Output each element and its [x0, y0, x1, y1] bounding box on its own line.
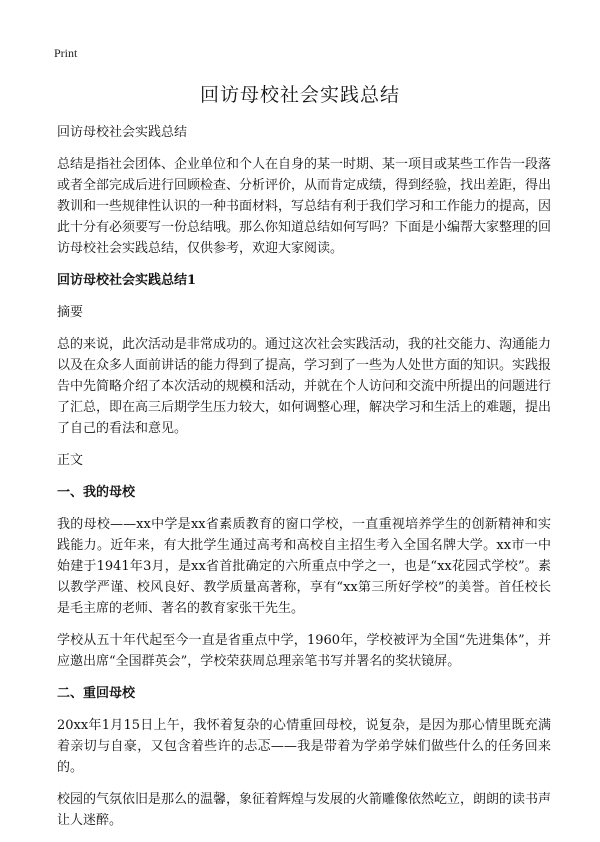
abstract-label: 摘要 [57, 305, 84, 320]
abstract-paragraph: 总的来说，此次活动是非常成功的。通过这次社会实践活动，我的社交能力、沟通能力以及在众多人面前讲话的能力得到了提高，学习到了一些为人处世方面的知识。实践报告中先简略介绍了本次活动的规模和活动，并就在个人访问和交流中所提出的问题进行了汇总，即在高三后期学生压力较大，如何调整心理，解决学习和生活上的难题，提出了自己的看法和意见。 [57, 337, 552, 436]
document-title: 回访母校社会实践总结 [199, 84, 400, 106]
body-label: 正文 [57, 453, 84, 468]
document-subtitle: 回访母校社会实践总结 [57, 125, 188, 140]
print-link[interactable]: Print [54, 46, 78, 60]
intro-paragraph: 总结是指社会团体、企业单位和个人在自身的某一时期、某一项目或某些工作告一段落或者全部完成后进行回顾检查、分析评价，从而肯定成绩，得到经验，找出差距，得出教训和一些规律性认识的一种书面材料，写总结有利于我们学习和工作能力的提高，因此十分有必须要写一份总结哦。那么你知道总结如何写吗？下面是小编帮大家整理的回访母校社会实践总结，仅供参考，欢迎大家阅读。 [57, 157, 552, 256]
part2-paragraph-2: 校园的气氛依旧是那么的温馨，象征着辉煌与发展的火箭雕像依然屹立，朗朗的读书声让人迷醉。 [57, 792, 552, 828]
part2-paragraph-1: 20xx年1月15日上午，我怀着复杂的心情重回母校，说复杂，是因为那心情里既充满着亲切与自豪，又包含着些许的忐忑——我是带着为学弟学妹们做些什么的任务回来的。 [57, 718, 551, 775]
part1-paragraph-2: 学校从五十年代起至今一直是省重点中学，1960年，学校被评为全国“先进集体”，并应邀出席“全国群英会”，学校荣获周总理亲笔书写并署名的奖状镜屏。 [57, 633, 551, 669]
part1-heading: 一、我的母校 [57, 485, 136, 500]
part2-heading: 二、重回母校 [57, 686, 136, 701]
section-heading: 回访母校社会实践总结1 [57, 273, 197, 288]
part1-paragraph-1: 我的母校——xx中学是xx省素质教育的窗口学校，一直重视培养学生的创新精神和实践能力。近年来，有大批学生通过高考和高校自主招生考入全国名牌大学。xx市一中始建于1941年3月，是xx省首批确定的六所重点中学之一，也是“xx花园式学校”。素以教学严谨、校风良好、教学质量高著称，享有“xx第三所好学校”的美誉。首任校长是毛主席的老师、著名的教育家张干先生。 [57, 517, 551, 616]
document-body [57, 122, 551, 842]
